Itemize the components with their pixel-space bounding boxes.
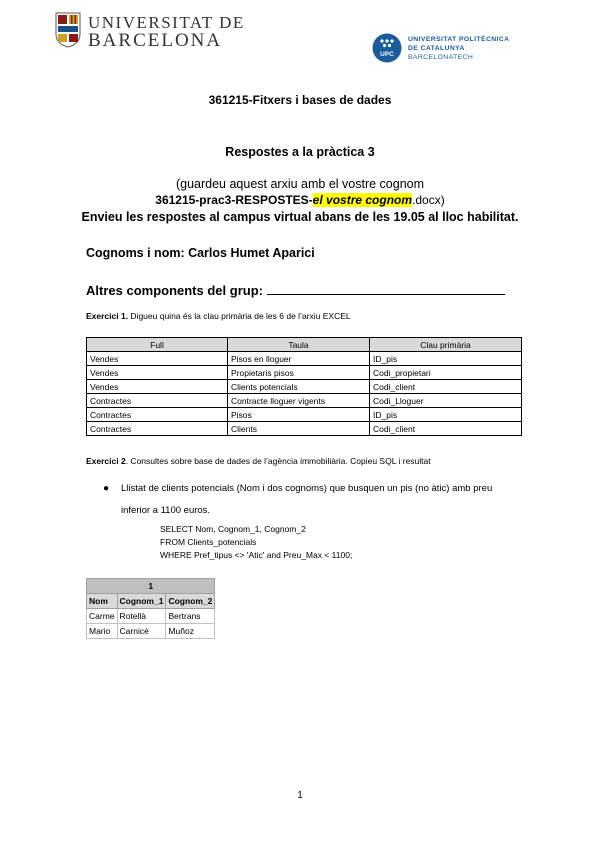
cell-clau: Codi_propietari	[370, 366, 522, 380]
header-clau: Clau primària	[370, 338, 522, 352]
cell-taula: Clients potencials	[228, 380, 370, 394]
header-taula: Taula	[228, 338, 370, 352]
cell-nom: Mario	[87, 624, 118, 639]
cell-cognom2: Bertrans	[166, 609, 215, 624]
cell-clau: ID_pis	[370, 352, 522, 366]
cell-clau: Codi_client	[370, 422, 522, 436]
upc-badge-text: UPC	[380, 51, 394, 58]
header-full: Full	[87, 338, 228, 352]
filename-suffix: .docx)	[412, 193, 445, 207]
ub-name-line1: UNIVERSITAT DE	[88, 13, 245, 32]
ub-logo	[55, 12, 245, 52]
submission-instruction: Envieu les respostes al campus virtual abans de les 19.05 al lloc habilitat.	[81, 210, 519, 224]
cell-full: Contractes	[87, 394, 228, 408]
table-row	[87, 366, 522, 380]
table-row	[87, 624, 215, 639]
sql-line-where: WHERE Pref_tipus <> 'Atic' and Preu_Max < 1100;	[160, 550, 353, 560]
primary-keys-table	[86, 337, 522, 436]
exercise1-label: Exercici 1.	[86, 311, 129, 321]
cell-full: Vendes	[87, 352, 228, 366]
filename-highlight: el vostre cognom	[312, 193, 413, 207]
cell-full: Contractes	[87, 422, 228, 436]
cell-taula: Clients	[228, 422, 370, 436]
cell-full: Vendes	[87, 366, 228, 380]
query-result-table	[86, 578, 215, 639]
answers-title: Respostes a la pràctica 3	[225, 145, 375, 159]
upc-name-line2: DE CATALUNYA	[408, 45, 465, 52]
cell-cognom1: Rotellà	[117, 609, 166, 624]
upc-name-line1: UNIVERSITAT POLITÈCNICA	[408, 36, 510, 43]
save-instruction-line1: (guardeu aquest arxiu amb el vostre cognom	[175, 177, 425, 191]
course-title: 361215-Fitxers i bases de dades	[208, 93, 392, 107]
cell-nom: Carme	[87, 609, 118, 624]
page-number: 1	[297, 790, 303, 801]
result-group-row	[87, 579, 215, 594]
group-members-label: Altres components del grup:	[86, 283, 263, 298]
cell-taula: Pisos en lloguer	[228, 352, 370, 366]
group-members-line	[86, 282, 505, 298]
student-name-line: Cognoms i nom: Carlos Humet Aparici	[86, 246, 315, 260]
query-description: Llistat de clients potencials (Nom i dos cognoms) que busquen un pis (no àtic) amb preu inferior a 1100 euros.	[121, 483, 493, 516]
cell-full: Contractes	[87, 408, 228, 422]
cell-cognom1: Carnicé	[117, 624, 166, 639]
cell-clau: Codi_client	[370, 380, 522, 394]
ub-shield-icon	[55, 12, 81, 48]
table-row	[87, 352, 522, 366]
filename-prefix: 361215-prac3-RESPOSTES-	[155, 193, 313, 207]
exercise1-heading	[86, 311, 351, 321]
exercise1-text: Digueu quina és la clau primària de les 6 de l’arxiu EXCEL	[128, 311, 351, 321]
sql-line-select: SELECT Nom, Cognom_1, Cognom_2	[160, 524, 306, 534]
header-cognom2: Cognom_2	[166, 594, 215, 609]
table-row	[87, 422, 522, 436]
save-instruction-line2	[0, 193, 600, 207]
header-cognom1: Cognom_1	[117, 594, 166, 609]
cell-clau: ID_pis	[370, 408, 522, 422]
exercise2-label: Exercici 2	[86, 456, 126, 466]
upc-name-line3: BARCELONATECH	[408, 54, 474, 61]
ub-name-line2: BARCELONA	[88, 30, 223, 51]
sql-line-from: FROM Clients_potencials	[160, 537, 257, 547]
cell-full: Vendes	[87, 380, 228, 394]
header-nom: Nom	[87, 594, 118, 609]
group-members-blank[interactable]	[267, 282, 505, 295]
result-header-row	[87, 594, 215, 609]
table-row	[87, 394, 522, 408]
result-group-header: 1	[87, 579, 215, 594]
table-row	[87, 408, 522, 422]
bullet-icon: ●	[103, 483, 110, 494]
table-row	[87, 380, 522, 394]
table-header-row	[87, 338, 522, 352]
exercise2-heading	[86, 456, 431, 466]
table-row	[87, 609, 215, 624]
cell-taula: Propietaris pisos	[228, 366, 370, 380]
upc-logo	[372, 33, 522, 65]
cell-clau: Codi_Lloguer	[370, 394, 522, 408]
exercise2-text: . Consultes sobre base de dades de l’agència immobiliària. Copieu SQL i resultat	[125, 456, 431, 466]
cell-taula: Contracte lloguer vigents	[228, 394, 370, 408]
cell-taula: Pisos	[228, 408, 370, 422]
cell-cognom2: Muñoz	[166, 624, 215, 639]
upc-badge-icon	[372, 33, 402, 63]
